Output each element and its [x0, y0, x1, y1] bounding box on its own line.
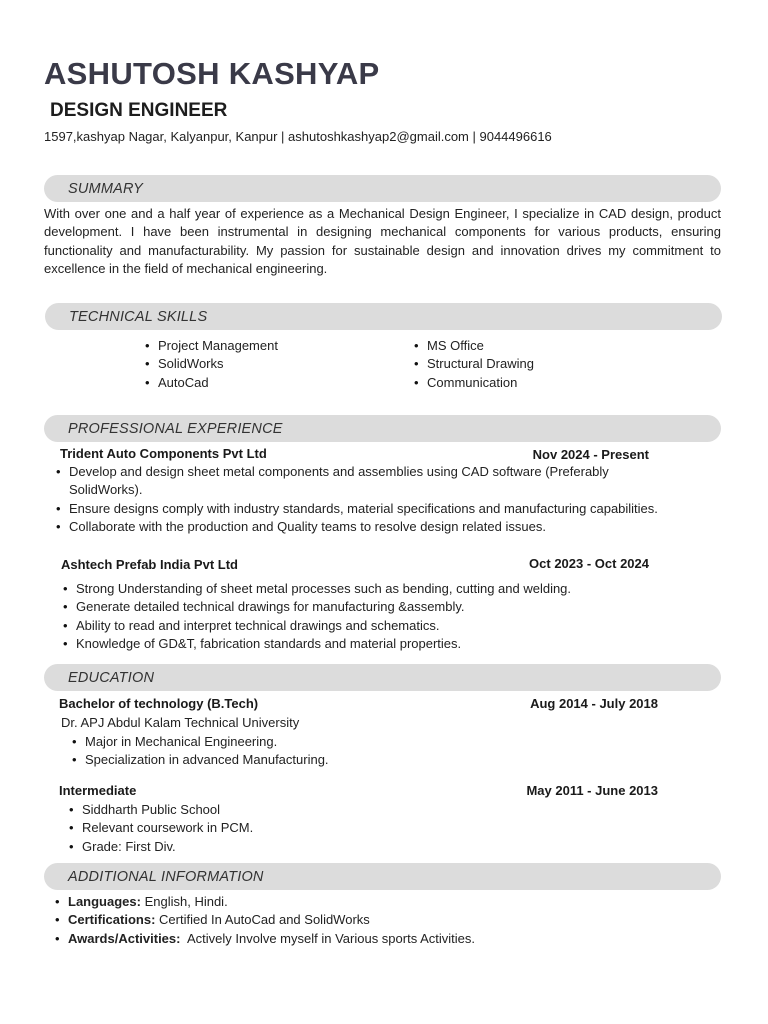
- skill-item: • AutoCad: [145, 374, 365, 392]
- additional-heading: ADDITIONAL INFORMATION: [68, 869, 264, 885]
- candidate-name: ASHUTOSH KASHYAP: [44, 56, 380, 91]
- contact-line: 1597,kashyap Nagar, Kalyanpur, Kanpur | ashutoshkashyap2@gmail.com | 9044496616: [44, 129, 552, 144]
- job-bullet: • Collaborate with the production and Quality teams to resolve design related issues.: [56, 518, 666, 536]
- job-bullets: [63, 580, 683, 654]
- skills-heading: TECHNICAL SKILLS: [69, 309, 208, 325]
- additional-item: [55, 893, 695, 911]
- degree-bullets: [72, 733, 472, 770]
- job-bullet: • Generate detailed technical drawings for manufacturing &assembly.: [63, 598, 683, 616]
- job-bullet: • Ability to read and interpret technical drawings and schematics.: [63, 617, 683, 635]
- skill-item: • Structural Drawing: [414, 355, 634, 373]
- job-bullet: • Knowledge of GD&T, fabrication standards and material properties.: [63, 635, 683, 653]
- experience-section-header: [44, 415, 721, 442]
- degree-bullets: [69, 801, 469, 856]
- skill-item: • SolidWorks: [145, 355, 365, 373]
- institution-name: Dr. APJ Abdul Kalam Technical University: [61, 715, 300, 730]
- education-section-header: [44, 664, 721, 691]
- degree-dates: Aug 2014 - July 2018: [530, 696, 658, 711]
- job-title: DESIGN ENGINEER: [50, 100, 228, 121]
- summary-text: With over one and a half year of experience as a Mechanical Design Engineer, I specialize in CAD design, product development. I have been instrumental in designing mechanical components for various products, ensuring functionality and manufacturability. My passion for sustainable design and innovation drives my commitment to excellence in the field of mechanical engineering.: [44, 206, 721, 277]
- degree-bullet: • Specialization in advanced Manufacturing.: [72, 751, 472, 769]
- additional-value: English, Hindi.: [140, 894, 228, 909]
- skills-list-left: [145, 337, 365, 392]
- job-company: Trident Auto Components Pvt Ltd: [60, 446, 267, 461]
- additional-list: [55, 893, 695, 948]
- education-heading: EDUCATION: [68, 670, 155, 686]
- degree-dates: May 2011 - June 2013: [526, 783, 658, 798]
- experience-heading: PROFESSIONAL EXPERIENCE: [68, 421, 283, 437]
- job-bullet: • Ensure designs comply with industry standards, material specifications and manufacturing capabilities.: [56, 500, 666, 518]
- skills-list-right: [414, 337, 634, 392]
- job-bullets: [56, 463, 666, 537]
- additional-value: Certified In AutoCad and SolidWorks: [155, 912, 370, 928]
- additional-section-header: [44, 863, 721, 890]
- degree-title: Intermediate: [59, 783, 137, 798]
- degree-bullet: • Grade: First Div.: [69, 838, 469, 856]
- job-bullet: • Strong Understanding of sheet metal processes such as bending, cutting and welding.: [63, 580, 683, 598]
- additional-item: [55, 930, 695, 948]
- job-dates: Nov 2024 - Present: [532, 447, 649, 462]
- additional-label: Awards/Activities:: [68, 930, 181, 946]
- degree-bullet: • Major in Mechanical Engineering.: [72, 733, 472, 751]
- skill-item: • MS Office: [414, 337, 634, 355]
- skill-item: • Communication: [414, 374, 634, 392]
- job-company: Ashtech Prefab India Pvt Ltd: [61, 557, 238, 572]
- additional-item: [55, 911, 695, 929]
- degree-bullet: • Relevant coursework in PCM.: [69, 819, 469, 837]
- summary-section-header: [44, 175, 721, 202]
- job-dates: Oct 2023 - Oct 2024: [529, 556, 649, 571]
- additional-label: Languages:: [68, 894, 141, 909]
- job-bullet: • Develop and design sheet metal components and assemblies using CAD software (Preferably SolidWorks).: [56, 463, 666, 500]
- skills-section-header: [45, 303, 722, 330]
- skill-item: • Project Management: [145, 337, 365, 355]
- degree-bullet: • Siddharth Public School: [69, 801, 469, 819]
- additional-value: Actively Involve myself in Various sports Activities.: [180, 930, 475, 946]
- degree-title: Bachelor of technology (B.Tech): [59, 696, 259, 711]
- summary-heading: SUMMARY: [68, 181, 143, 197]
- additional-label: Certifications:: [68, 912, 156, 928]
